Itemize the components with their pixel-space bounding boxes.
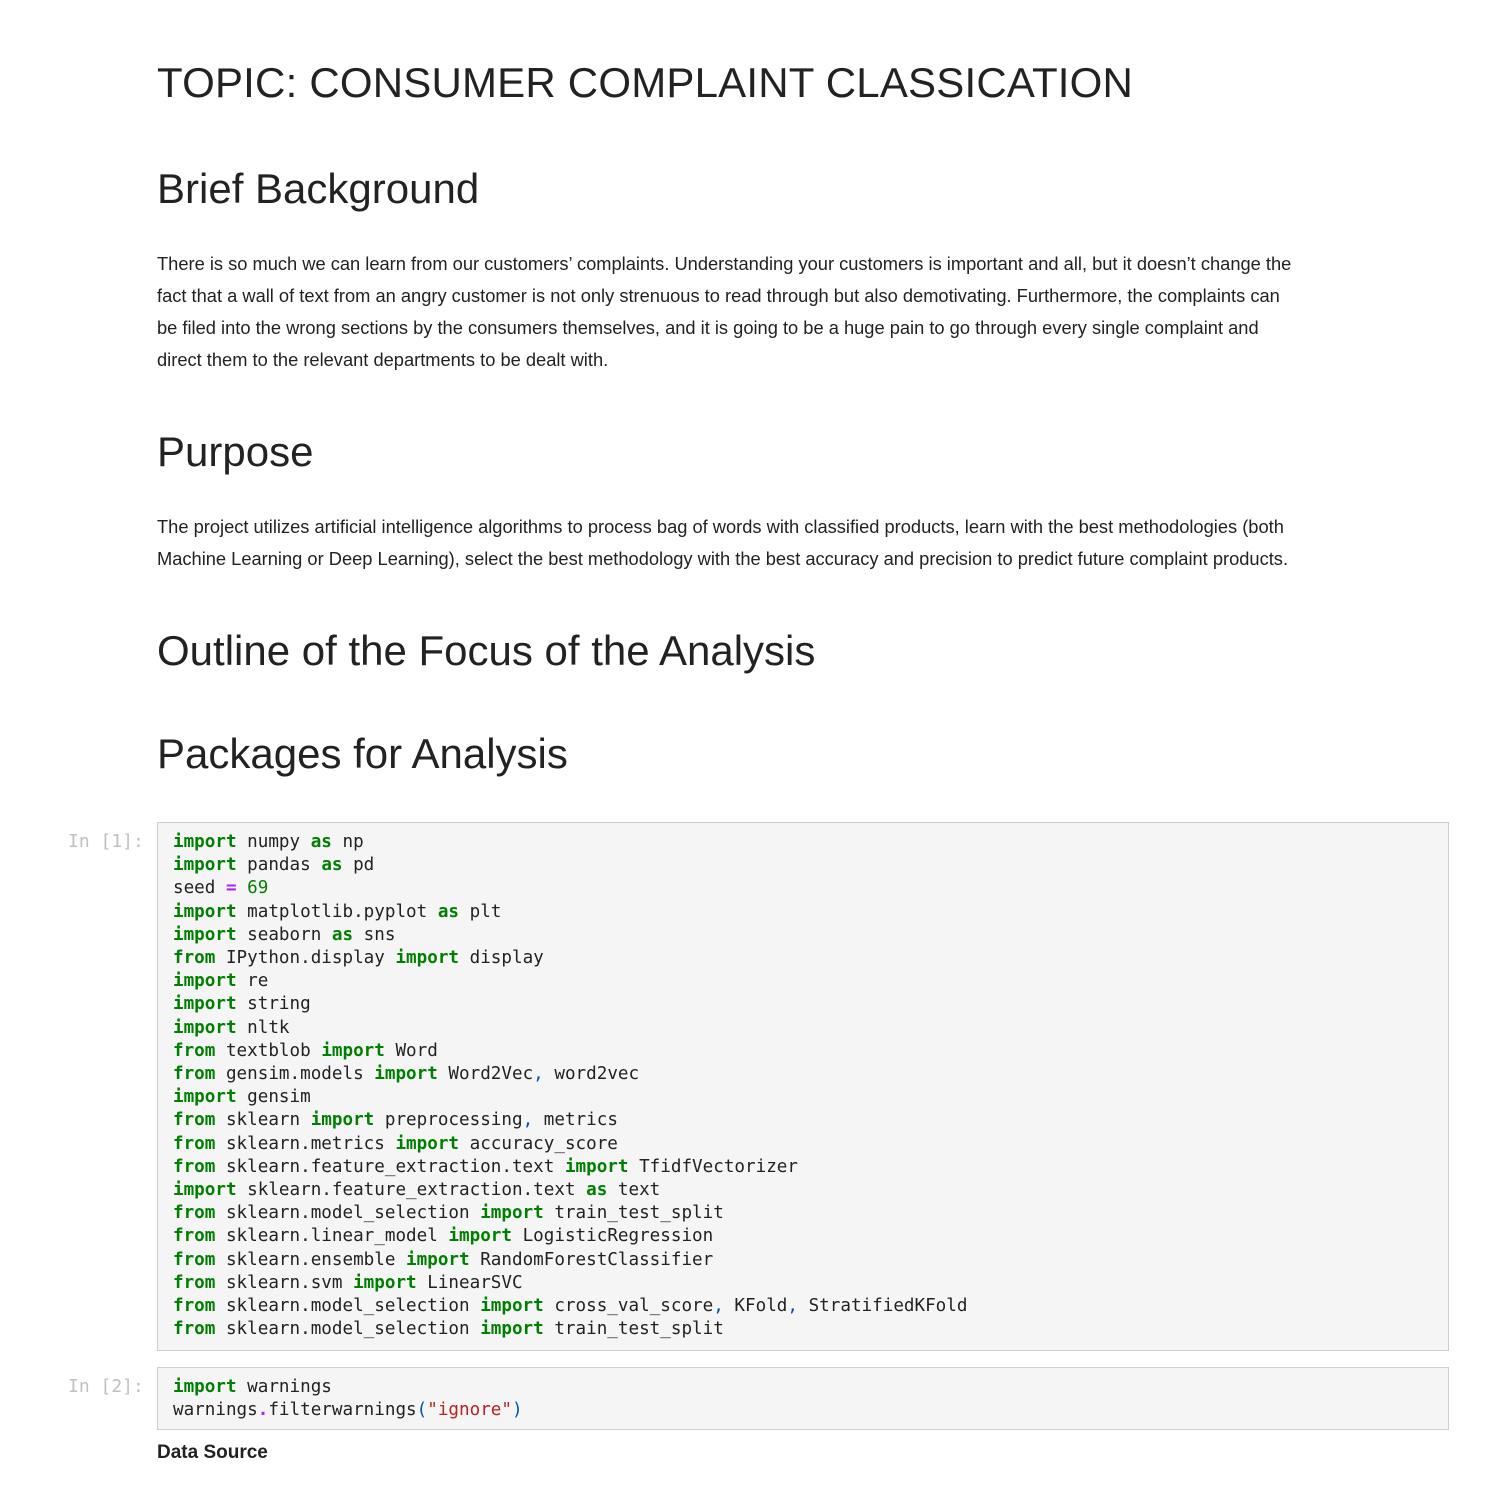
section-heading-data-source: Data Source <box>157 1442 268 1463</box>
markdown-cell-background <box>157 164 1427 214</box>
markdown-cell-data-source <box>157 1442 1427 1464</box>
paragraph-line: be filed into the wrong sections by the consumers themselves, and it is going to be a huge pain to go through every single complaint and <box>157 317 1259 338</box>
code-block: import numpy as np import pandas as pd seed = 69 import matplotlib.pyplot as plt import seaborn as sns from IPython.display import display import re import string import nltk from textblob import Word from gensim.models import Word2Vec, word2vec import gensim from sklearn import preprocessing, metrics from sklearn.metrics import accuracy_score from sklearn.feature_extraction.text import TfidfVectorizer import sklearn.feature_extraction.text as text from sklearn.model_selection import train_test_split from sklearn.linear_model import LogisticRegression from sklearn.ensemble import RandomForestClassifier from sklearn.svm import LinearSVC from sklearn.model_selection import cross_val_score, KFold, StratifiedKFold from sklearn.model_selection import train_test_split <box>173 832 968 1340</box>
cell-prompt: In [1]: <box>68 831 144 852</box>
markdown-cell-title <box>157 58 1427 108</box>
section-heading-packages: Packages for Analysis <box>157 730 568 777</box>
paragraph-line: Machine Learning or Deep Learning), select the best methodology with the best accuracy and precision to predict future complaint products. <box>157 548 1289 569</box>
markdown-cell-packages <box>157 729 1427 779</box>
paragraph-line: The project utilizes artificial intelligence algorithms to process bag of words with classified products, learn with the best methodologies (both <box>157 516 1284 537</box>
paragraph-line: There is so much we can learn from our customers’ complaints. Understanding your customers is important and all, but it doesn’t change the <box>157 253 1292 274</box>
markdown-cell-outline <box>157 626 1427 676</box>
code-editor[interactable] <box>157 1367 1449 1430</box>
paragraph-line: direct them to the relevant departments to be dealt with. <box>157 349 609 370</box>
background-paragraph <box>157 248 1427 376</box>
markdown-cell-purpose <box>157 427 1427 477</box>
page-title: TOPIC: CONSUMER COMPLAINT CLASSICATION <box>157 59 1134 106</box>
code-editor[interactable] <box>157 822 1449 1351</box>
section-heading-outline: Outline of the Focus of the Analysis <box>157 627 816 674</box>
cell-prompt: In [2]: <box>68 1376 144 1397</box>
purpose-paragraph <box>157 511 1427 575</box>
code-block: import warnings warnings.filterwarnings("ignore") <box>173 1377 523 1421</box>
section-heading-purpose: Purpose <box>157 428 314 475</box>
paragraph-line: fact that a wall of text from an angry customer is not only strenuous to read through but also demotivating. Furthermore, the complaints can <box>157 285 1280 306</box>
section-heading-background: Brief Background <box>157 165 480 212</box>
